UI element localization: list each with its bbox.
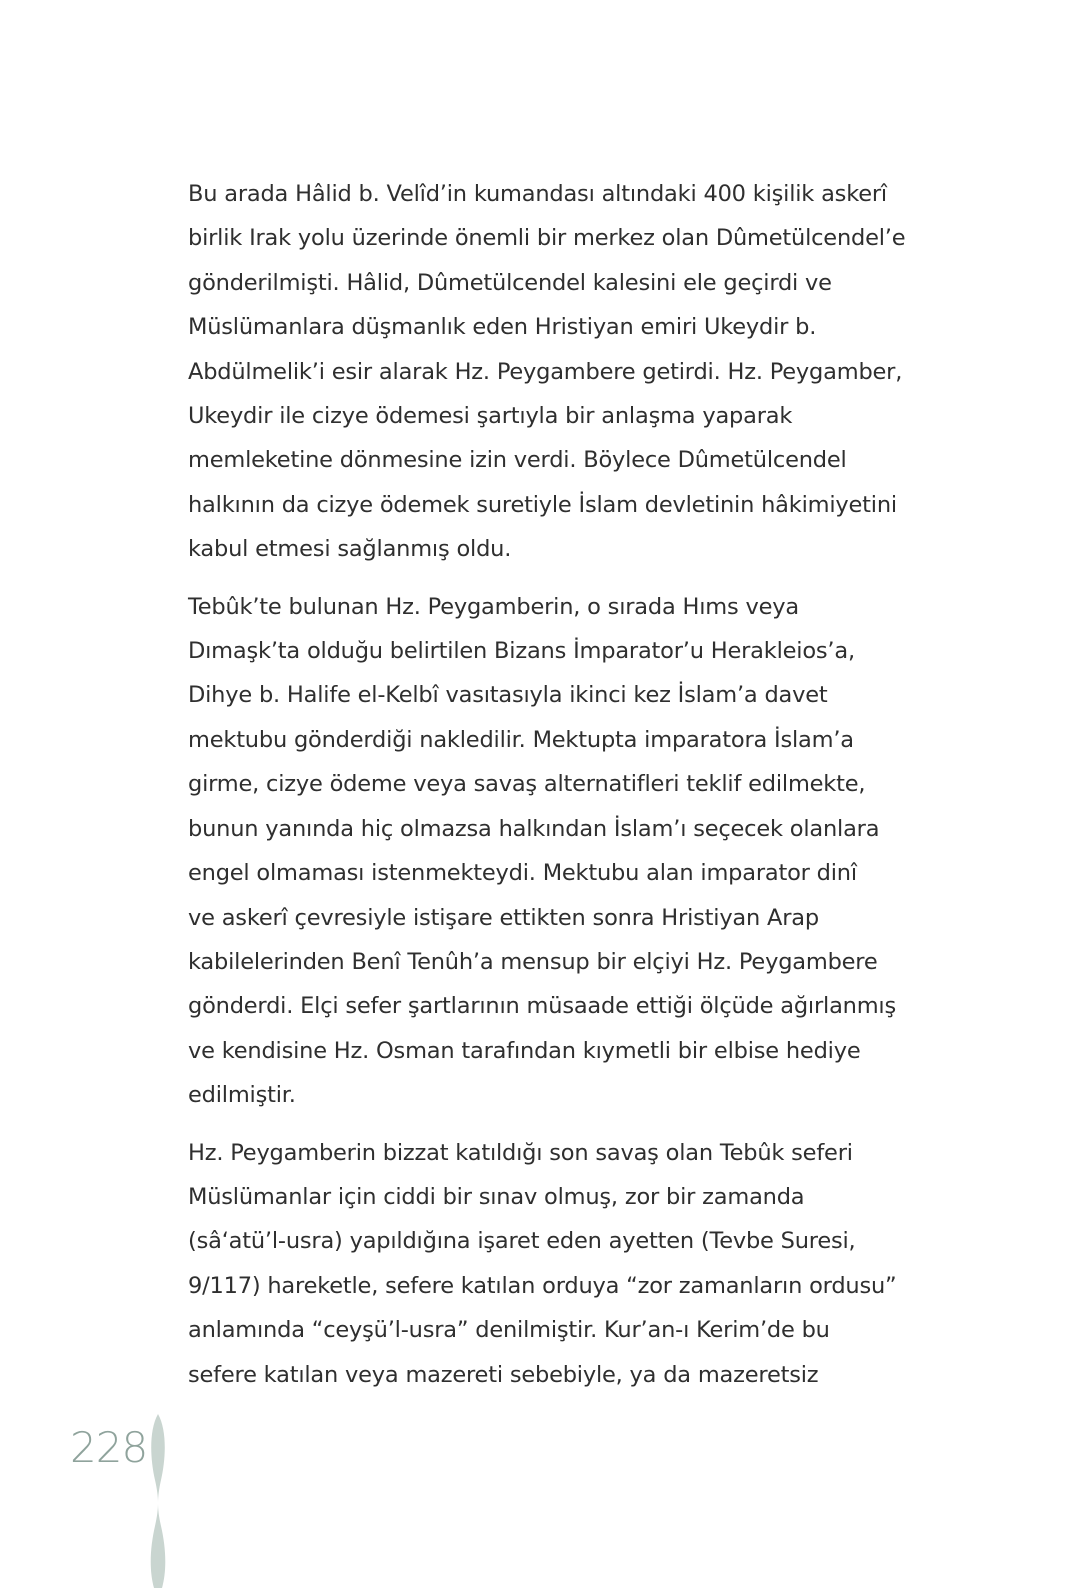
text-line: birlik Irak yolu üzerinde önemli bir merkez olan Dûmetülcendel’e bbox=[188, 225, 906, 252]
text-line: Bu arada Hâlid b. Velîd’in kumandası altındaki 400 kişilik askerî bbox=[188, 181, 887, 207]
text-line: Tebûk’te bulunan Hz. Peygamberin, o sırada Hıms veya bbox=[188, 593, 799, 620]
page-number: 228 bbox=[70, 1423, 148, 1472]
text-line: memleketine dönmesine izin verdi. Böylece Dûmetülcendel bbox=[188, 447, 847, 474]
text-line: 9/117) hareketle, sefere katılan orduya “zor zamanların ordusu” bbox=[188, 1272, 897, 1299]
text-line: Abdülmelik’i esir alarak Hz. Peygambere getirdi. Hz. Peygamber, bbox=[188, 358, 903, 385]
text-line: Dımaşk’ta olduğu belirtilen Bizans İmparator’u Herakleios’a, bbox=[188, 638, 855, 665]
text-line: mektubu gönderdiği nakledilir. Mektupta imparatora İslam’a bbox=[188, 726, 854, 753]
paragraph bbox=[188, 172, 906, 572]
text-line: bunun yanında hiç olmazsa halkından İslam’ı seçecek olanlara bbox=[188, 815, 880, 842]
page-body-text bbox=[188, 172, 906, 1410]
text-line: edilmiştir. bbox=[188, 1082, 296, 1109]
text-line: Ukeydir ile cizye ödemesi şartıyla bir anlaşma yaparak bbox=[188, 403, 793, 430]
text-line: girme, cizye ödeme veya savaş alternatifleri teklif edilmekte, bbox=[188, 771, 866, 798]
text-line: ve askerî çevresiyle istişare ettikten sonra Hristiyan Arap bbox=[188, 904, 819, 931]
text-line: sefere katılan veya mazereti sebebiyle, ya da mazeretsiz bbox=[188, 1361, 819, 1388]
text-line: ve kendisine Hz. Osman tarafından kıymetli bir elbise hediye bbox=[188, 1037, 861, 1064]
paragraph bbox=[188, 1131, 897, 1397]
vertical-leaf-ornament-icon bbox=[140, 1410, 176, 1588]
text-line: (sâ‘atü’l-usra) yapıldığına işaret eden ayetten (Tevbe Suresi, bbox=[188, 1228, 856, 1255]
paragraph bbox=[188, 585, 897, 1118]
text-line: Müslümanlar için ciddi bir sınav olmuş, zor bir zamanda bbox=[188, 1183, 805, 1210]
text-line: Hz. Peygamberin bizzat katıldığı son savaş olan Tebûk seferi bbox=[188, 1139, 853, 1166]
text-line: anlamında “ceyşü’l-usra” denilmiştir. Kur’an-ı Kerim’de bu bbox=[188, 1317, 830, 1344]
text-line: kabilelerinden Benî Tenûh’a mensup bir elçiyi Hz. Peygambere bbox=[188, 948, 878, 975]
text-line: kabul etmesi sağlanmış oldu. bbox=[188, 536, 512, 563]
text-line: Müslümanlara düşmanlık eden Hristiyan emiri Ukeydir b. bbox=[188, 314, 817, 341]
text-line: engel olmaması istenmekteydi. Mektubu alan imparator dinî bbox=[188, 860, 857, 887]
text-line: gönderdi. Elçi sefer şartlarının müsaade ettiği ölçüde ağırlanmış bbox=[188, 993, 897, 1020]
text-line: halkının da cizye ödemek suretiyle İslam devletinin hâkimiyetini bbox=[188, 491, 897, 518]
text-line: Dihye b. Halife el-Kelbî vasıtasıyla ikinci kez İslam’a davet bbox=[188, 682, 828, 709]
text-line: gönderilmişti. Hâlid, Dûmetülcendel kalesini ele geçirdi ve bbox=[188, 269, 832, 296]
